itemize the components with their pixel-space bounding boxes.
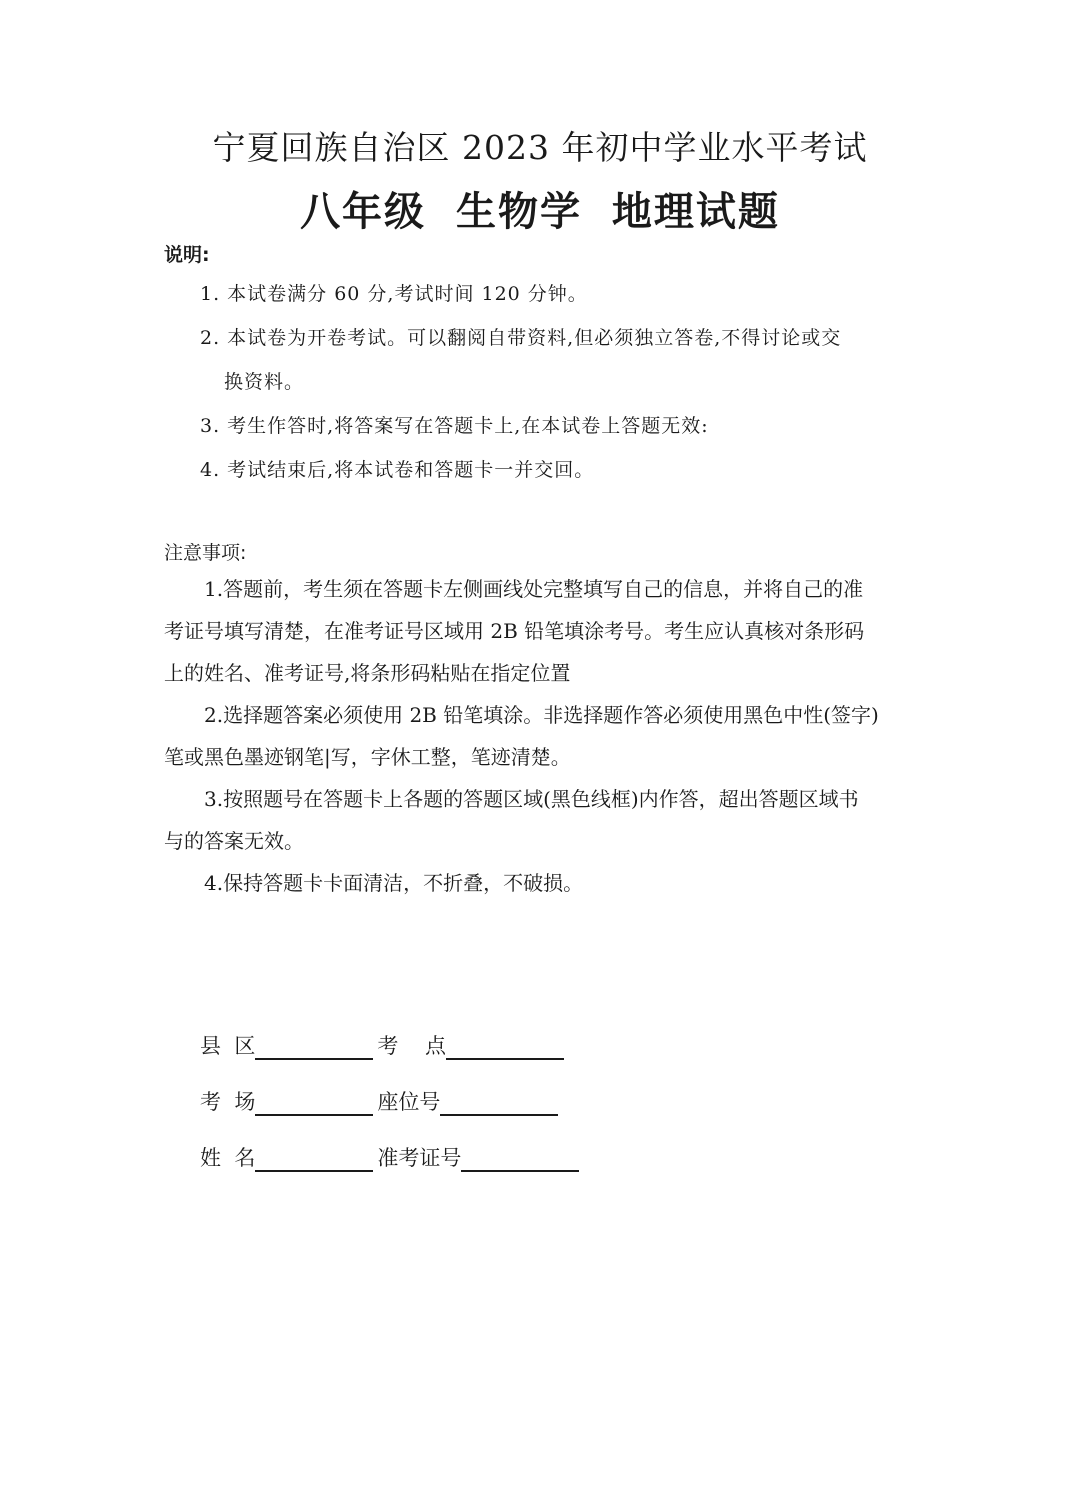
notes-list xyxy=(164,568,920,904)
field-row-county-site xyxy=(200,1004,583,1060)
exam-site-label: 考 点 xyxy=(377,1034,447,1058)
admission-no-field xyxy=(377,1142,583,1172)
name-blank[interactable] xyxy=(255,1146,373,1172)
note-line: 3.按照题号在答题卡上各题的答题区域(黑色线框)内作答，超出答题区域书 xyxy=(204,787,859,811)
instruction-line: 换资料。 xyxy=(224,371,305,393)
note-line: 4.保持答题卡卡面清洁，不折叠，不破损。 xyxy=(204,871,584,895)
county-label: 县 区 xyxy=(200,1034,256,1058)
note-line: 1.答题前，考生须在答题卡左侧画线处完整填写自己的信息，并将自己的准 xyxy=(204,577,864,601)
instruction-line: 2. 本试卷为开卷考试。可以翻阅自带资料,但必须独立答卷,不得讨论或交 xyxy=(200,327,842,349)
note-line: 考证号填写清楚，在准考证号区域用 2B 铅笔填涂考号。考生应认真核对条形码 xyxy=(164,619,865,643)
exam-site-field xyxy=(377,1030,568,1060)
note-line: 笔或黑色墨迹钢笔|写，字休工整，笔迹清楚。 xyxy=(164,745,571,769)
name-label: 姓 名 xyxy=(200,1146,256,1170)
county-blank[interactable] xyxy=(255,1034,373,1060)
notes-heading: 注意事项: xyxy=(164,542,247,564)
exam-room-field xyxy=(200,1086,377,1116)
note-line: 上的姓名、准考证号,将条形码粘贴在指定位置 xyxy=(164,661,571,685)
instructions-list xyxy=(200,272,920,492)
candidate-info-form xyxy=(200,1004,583,1172)
exam-room-label: 考 场 xyxy=(200,1090,256,1114)
seat-no-field xyxy=(377,1086,562,1116)
seat-no-blank[interactable] xyxy=(440,1090,558,1116)
field-row-room-seat xyxy=(200,1060,583,1116)
instruction-line: 1. 本试卷满分 60 分,考试时间 120 分钟。 xyxy=(200,283,588,305)
admission-no-blank[interactable] xyxy=(461,1146,579,1172)
exam-subject-title: 八年级 生物学 地理试题 xyxy=(300,189,780,235)
seat-no-label: 座位号 xyxy=(377,1090,441,1114)
instruction-line: 3. 考生作答时,将答案写在答题卡上,在本试卷上答题无效: xyxy=(200,415,709,437)
exam-room-blank[interactable] xyxy=(255,1090,373,1116)
name-field xyxy=(200,1142,377,1172)
exam-site-blank[interactable] xyxy=(446,1034,564,1060)
admission-no-label: 准考证号 xyxy=(377,1146,462,1170)
exam-title: 宁夏回族自治区 2023 年初中学业水平考试 xyxy=(212,128,868,167)
note-line: 2.选择题答案必须使用 2B 铅笔填涂。非选择题作答必须使用黑色中性(签字) xyxy=(204,703,879,727)
note-line: 与的答案无效。 xyxy=(164,829,304,853)
field-row-name-admission xyxy=(200,1116,583,1172)
instructions-heading: 说明: xyxy=(164,244,210,266)
county-field xyxy=(200,1030,377,1060)
instruction-line: 4. 考试结束后,将本试卷和答题卡一并交回。 xyxy=(200,459,595,481)
